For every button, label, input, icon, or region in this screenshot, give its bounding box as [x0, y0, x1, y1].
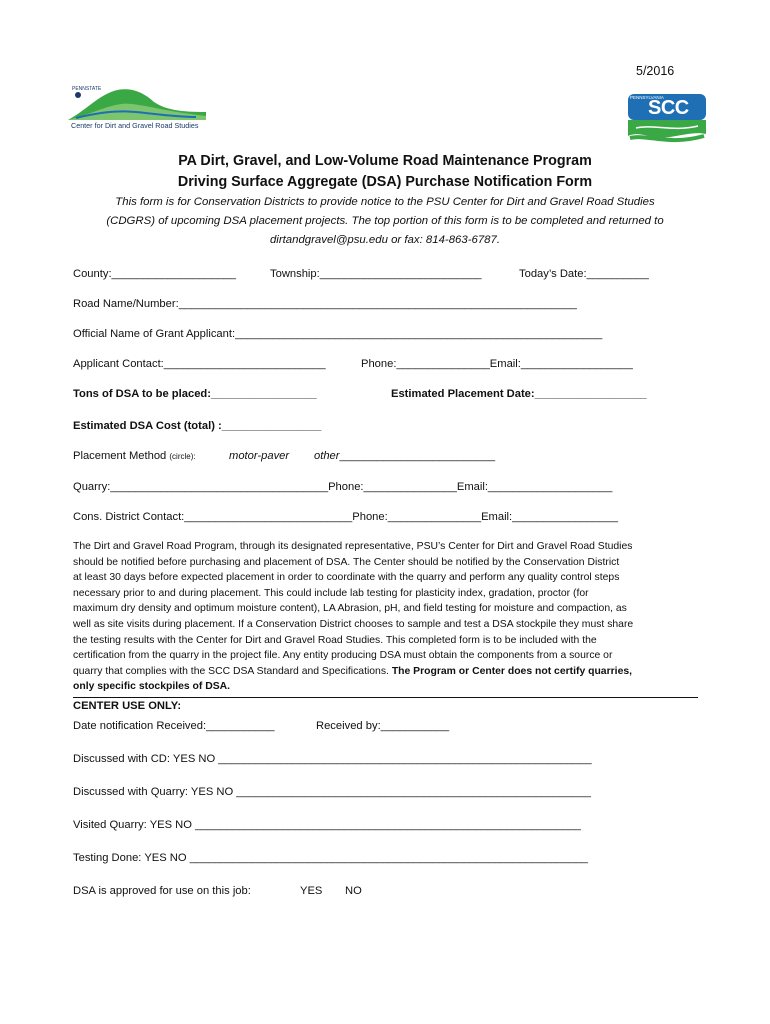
grant-applicant-field[interactable]: Official Name of Grant Applicant:___________________________________________________________ — [73, 328, 603, 340]
paragraph-line: necessary prior to and during placement. This could include lab testing for plasticity index, gradation, proctor (for — [73, 587, 589, 599]
method-option-motor-paver[interactable]: motor-paver — [229, 450, 290, 462]
dsa-cost-field[interactable]: Estimated DSA Cost (total) :________________ — [73, 420, 322, 432]
section-divider — [73, 697, 698, 698]
applicant-contact-field[interactable]: Applicant Contact:__________________________ — [73, 358, 326, 370]
title-line-1: PA Dirt, Gravel, and Low-Volume Road Maintenance Program — [178, 153, 592, 169]
quarry-field[interactable]: Quarry:___________________________________Phone:_______________Email:____________________ — [73, 481, 613, 493]
method-other-line: _________________________ — [339, 450, 496, 462]
title-line-2: Driving Surface Aggregate (DSA) Purchase Notification Form — [177, 174, 593, 190]
tons-dsa-field[interactable]: Tons of DSA to be placed:_________________ — [73, 388, 317, 400]
applicant-phone-email-field[interactable]: Phone:_______________Email:__________________ — [361, 358, 633, 370]
placement-method-row — [73, 450, 196, 462]
paragraph-line: the testing results with the Center for Dirt and Gravel Road Studies. This completed form is to be included with the — [73, 634, 597, 646]
received-by-field[interactable]: Received by:___________ — [316, 720, 450, 732]
paragraph-last-bold: The Program or Center does not certify quarries, — [391, 665, 633, 677]
county-field[interactable]: County:____________________ — [73, 268, 236, 280]
paragraph-line: at least 30 days before expected placement in order to coordinate with the quarry and perform any quality control steps — [73, 572, 620, 584]
paragraph-final-bold: only specific stockpiles of DSA. — [73, 681, 231, 693]
discussed-quarry-field[interactable]: Discussed with Quarry: YES NO _________________________________________________________ — [73, 786, 591, 798]
cdgrs-logo — [66, 80, 211, 135]
intro-line-1: This form is for Conservation Districts to provide notice to the PSU Center for Dirt and Gravel Road Studies — [115, 196, 655, 208]
scc-wordmark: SCC — [648, 97, 689, 119]
paragraph-line: maximum dry density and optimum moisture content), LA Abrasion, pH, and field testing for moisture and compaction, as — [73, 603, 627, 615]
method-other-label: other — [314, 450, 340, 462]
approved-yes-option[interactable]: YES — [300, 885, 323, 897]
paragraph-line: well as site visits during placement. If a Conservation District chooses to sample and test a DSA stockpile they must share — [73, 618, 634, 630]
intro-line-2: (CDGRS) of upcoming DSA placement projects. The top portion of this form is to be completed and returned to — [106, 215, 664, 227]
paragraph-last-normal: quarry that complies with the SCC DSA Standard and Specifications. — [73, 665, 392, 677]
scc-small-text: PENNSYLVANIA — [630, 95, 664, 100]
todays-date-field[interactable]: Today’s Date:__________ — [519, 268, 649, 280]
road-name-field[interactable]: Road Name/Number:________________________________________________________________ — [73, 298, 577, 310]
placement-method-circle-note: (circle): — [169, 452, 196, 461]
district-contact-field[interactable]: Cons. District Contact:___________________________Phone:_______________Email:_________________ — [73, 511, 618, 523]
discussed-cd-field[interactable]: Discussed with CD: YES NO ____________________________________________________________ — [73, 753, 592, 765]
intro-line-3: dirtandgravel@psu.edu or fax: 814-863-6787. — [269, 234, 501, 246]
scc-logo — [628, 90, 708, 148]
paragraph-line: certification from the quarry in the project file. Any entity producing DSA must obtain the components from a source or — [73, 650, 613, 662]
placement-date-field[interactable]: Estimated Placement Date:__________________ — [391, 388, 647, 400]
notice-paragraph — [73, 539, 633, 695]
testing-done-field[interactable]: Testing Done: YES NO ________________________________________________________________ — [73, 852, 588, 864]
date-received-field[interactable]: Date notification Received:___________ — [73, 720, 275, 732]
placement-method-label: Placement Method — [73, 450, 167, 462]
cdgrs-caption: Center for Dirt and Gravel Road Studies — [71, 121, 199, 130]
dsa-approved-label: DSA is approved for use on this job: — [73, 885, 251, 897]
approved-no-option[interactable]: NO — [345, 885, 362, 897]
center-use-heading: CENTER USE ONLY: — [73, 700, 182, 712]
method-option-other[interactable] — [314, 450, 495, 462]
paragraph-line: The Dirt and Gravel Road Program, through its designated representative, PSU’s Center for Dirt and Gravel Road Studies — [73, 541, 633, 552]
form-date: 5/2016 — [636, 64, 675, 78]
psu-wordmark: PENNSTATE — [72, 86, 102, 92]
paragraph-line — [73, 664, 633, 680]
paragraph-line: should be notified before purchasing and placement of DSA. The Center should be notified by the Conservation District — [73, 556, 620, 568]
visited-quarry-field[interactable]: Visited Quarry: YES NO ______________________________________________________________ — [73, 819, 581, 831]
township-field[interactable]: Township:__________________________ — [270, 268, 482, 280]
